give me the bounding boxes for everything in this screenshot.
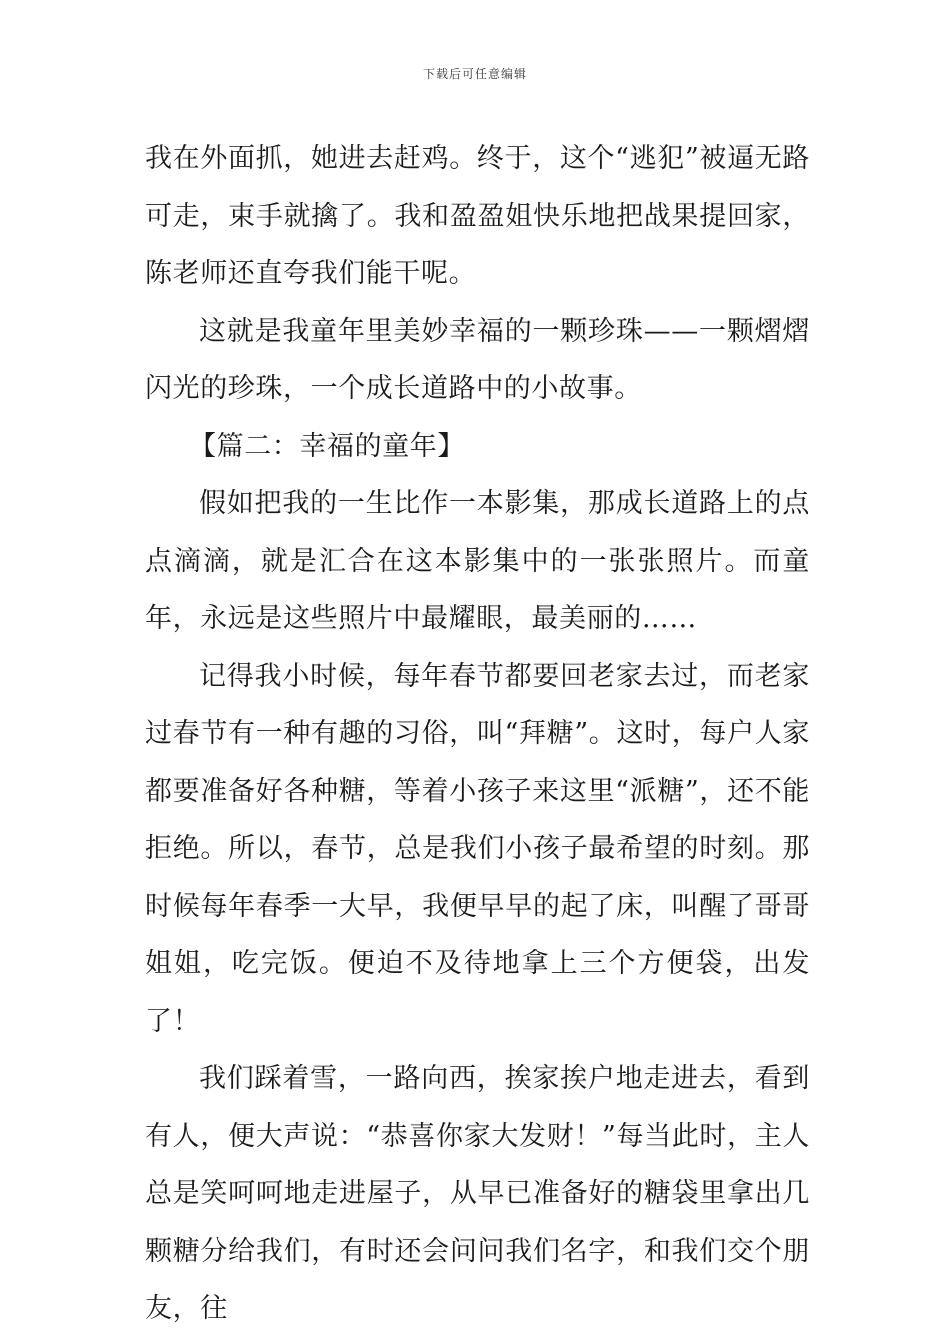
paragraph-album: 假如把我的一生比作一本影集，那成长道路上的点点滴滴，就是汇合在这本影集中的一张张照片。而童年，永远是这些照片中最耀眼，最美丽的…… — [145, 488, 810, 634]
paragraph-continuation: 我在外面抓，她进去赶鸡。终于，这个“逃犯”被逼无路可走，束手就擒了。我和盈盈姐快乐地把战果提回家，陈老师还直夸我们能干呢。 — [145, 143, 810, 289]
section-heading: 【篇二：幸福的童年】 — [189, 430, 465, 462]
paragraph-pearl-summary: 这就是我童年里美妙幸福的一颗珍珠——一颗熠熠闪光的珍珠，一个成长道路中的小故事。 — [145, 315, 810, 404]
document-body — [145, 130, 810, 1338]
page-header: 下载后可任意编辑 — [422, 67, 527, 81]
paragraph-spring-festival: 记得我小时候，每年春节都要回老家去过，而老家过春节有一种有趣的习俗，叫“拜糖”。这时，每户人家都要准备好各种糖，等着小孩子来这里“派糖”，还不能拒绝。所以，春节，总是我们小孩子最希望的时刻。那时候每年春季一大早，我便早早的起了床，叫醒了哥哥姐姐，吃完饭。便迫不及待地拿上三个方便袋，出发了！ — [145, 660, 810, 1037]
paragraph-visiting: 我们踩着雪，一路向西，挨家挨户地走进去，看到有人，便大声说：“恭喜你家大发财！”每当此时，主人总是笑呵呵地走进屋子，从早已准备好的糖袋里拿出几颗糖分给我们，有时还会问问我们名字，和我们交个朋友，往 — [145, 1063, 810, 1324]
